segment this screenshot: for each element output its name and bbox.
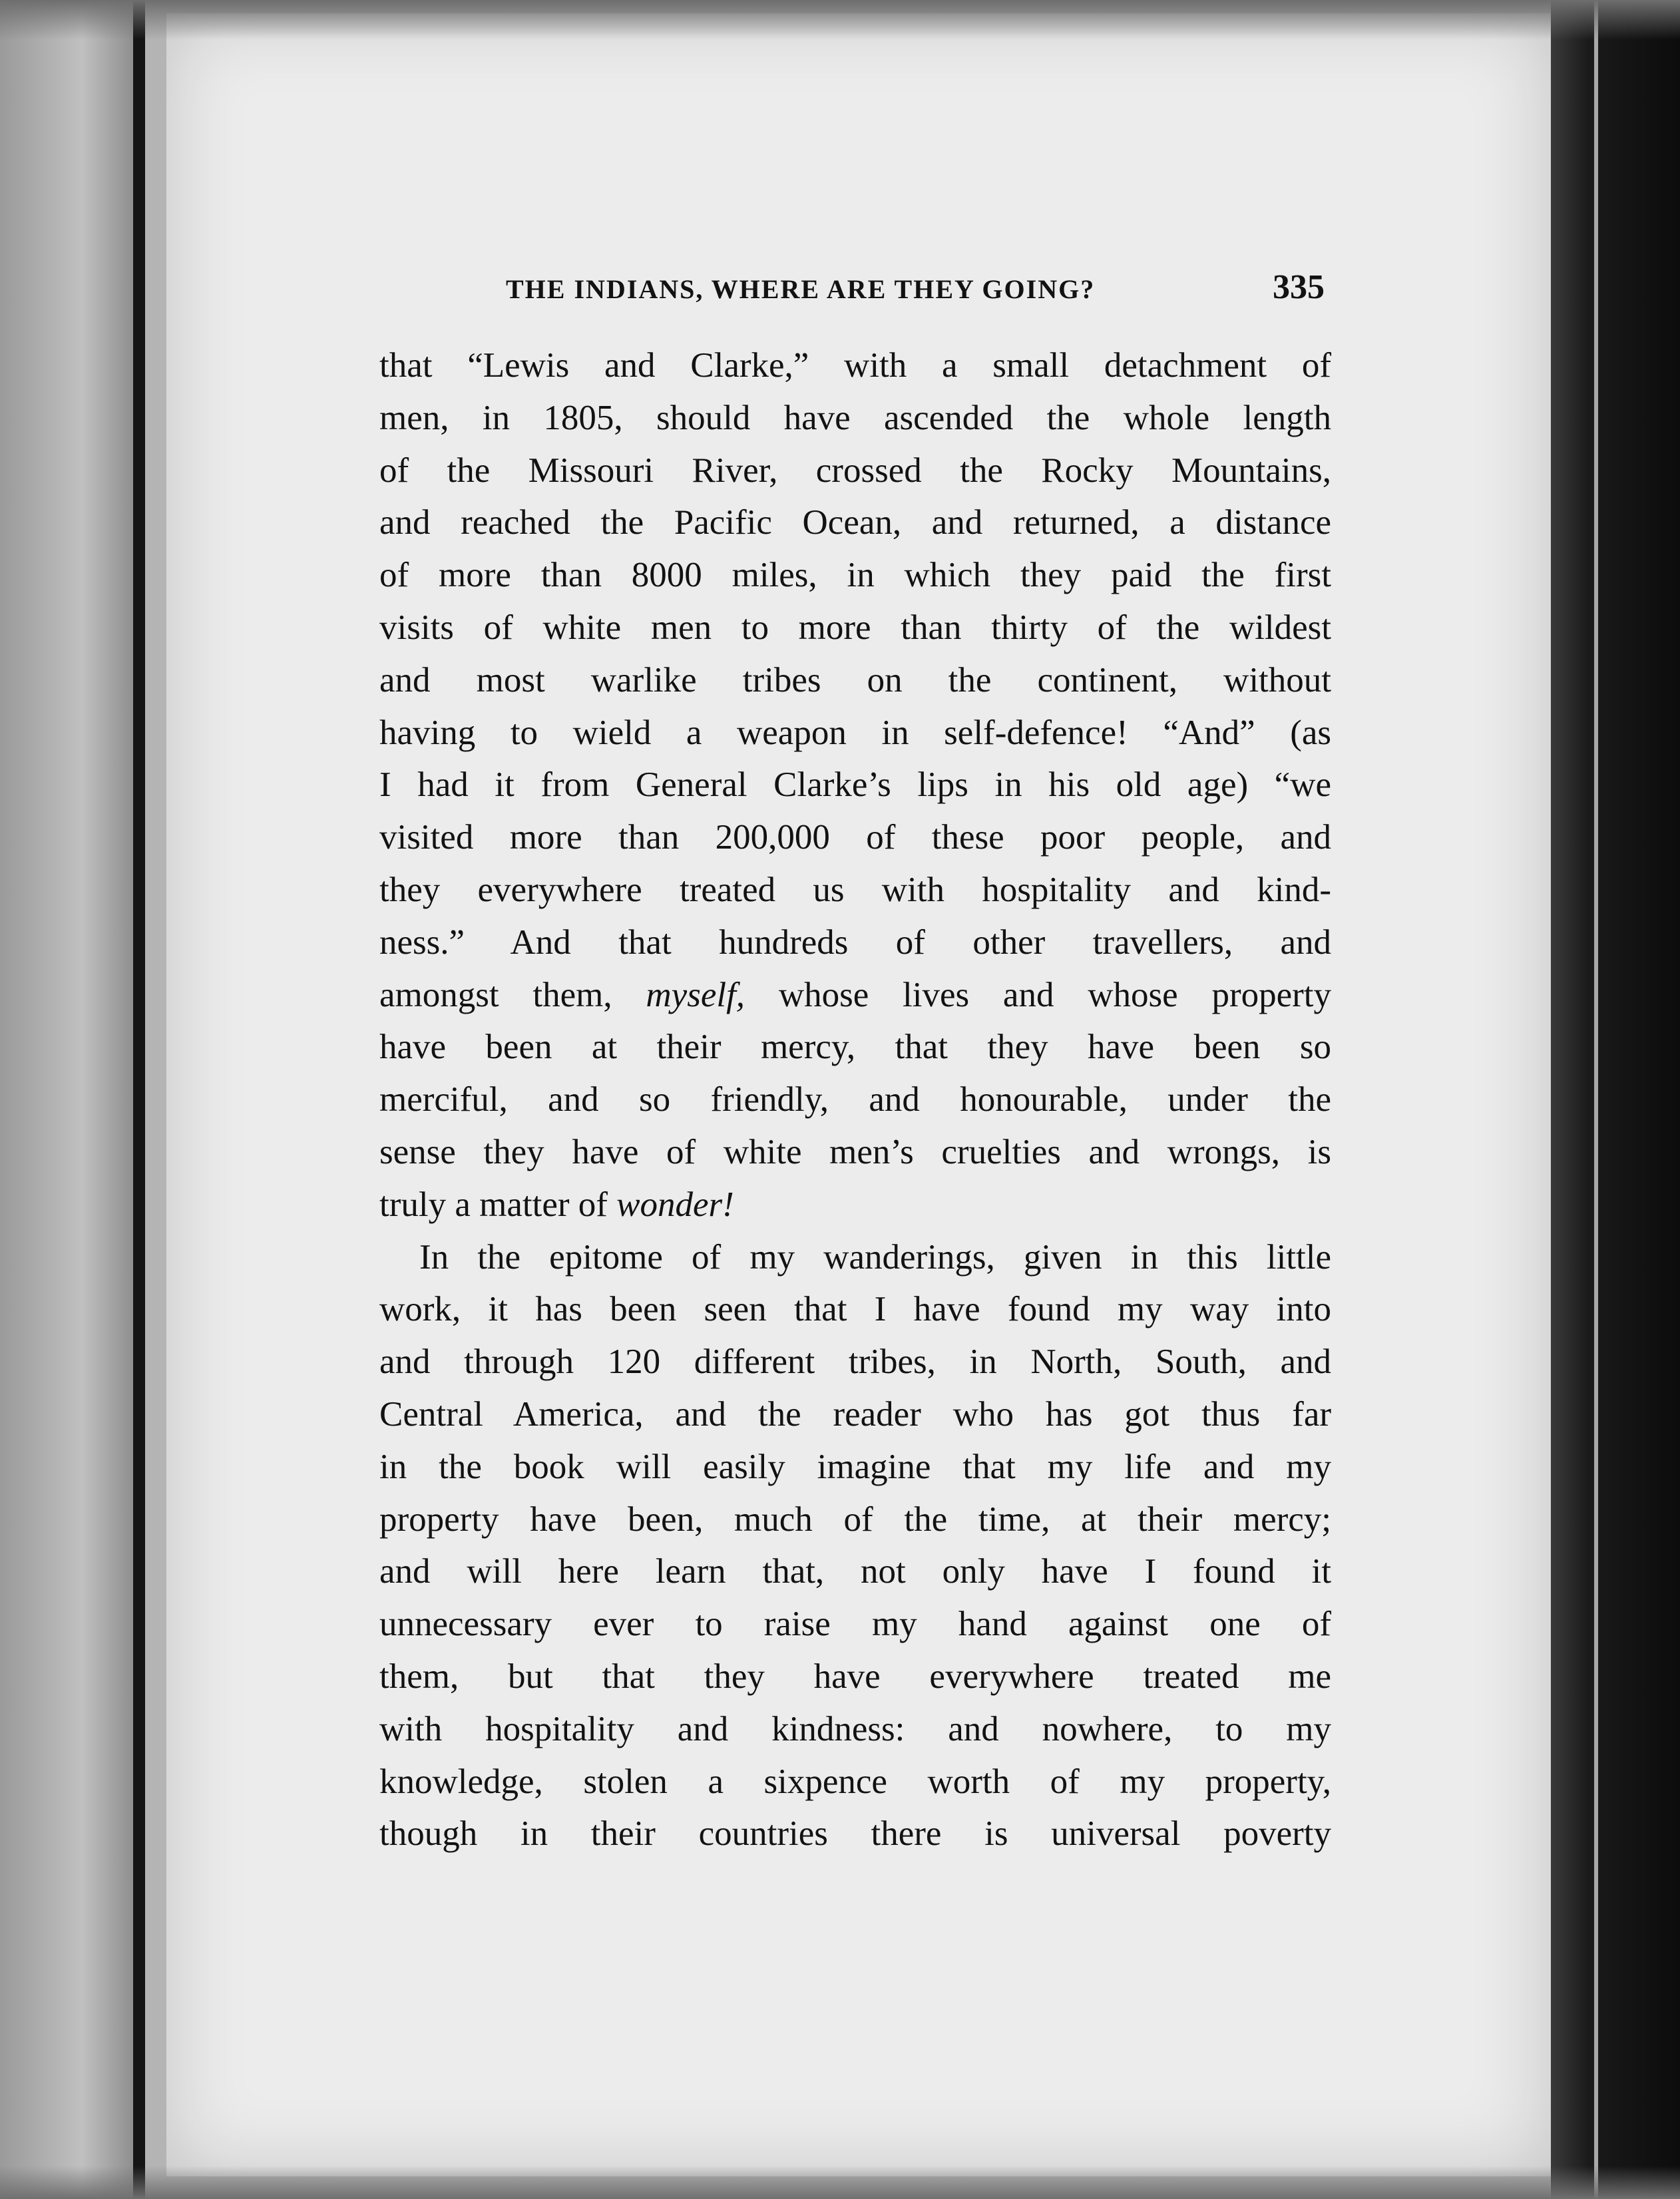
paragraph-2 [379,1231,1331,1861]
body-text [379,339,1331,1860]
text-line: property have been, much of the time, at their mercy; [379,1499,1331,1539]
paragraph-1 [379,339,1331,1231]
italic-text: wonder! [616,1185,734,1224]
text-line: Central America, and the reader who has got thus far [379,1394,1331,1434]
text-line: with hospitality and kindness: and nowhere, to my [379,1709,1331,1748]
text-segment: amongst them, [379,975,646,1014]
text-line: unnecessary ever to raise my hand against one of [379,1605,1331,1644]
text-line: that “Lewis and Clarke,” with a small detachment of [379,346,1331,385]
text-line: of more than 8000 miles, in which they paid the first [379,556,1331,595]
running-title: THE INDIANS, WHERE ARE THEY GOING? [506,274,1096,304]
text-line: and reached the Pacific Ocean, and returned, a distance [379,503,1331,542]
text-line: knowledge, stolen a sixpence worth of my property, [379,1762,1331,1801]
left-binding-line [133,0,145,2199]
text-line: men, in 1805, should have ascended the whole length [379,398,1331,437]
page-number: 335 [1273,268,1325,306]
text-line: work, it has been seen that I have found my way into [379,1290,1331,1329]
text-line: of the Missouri River, crossed the Rocky Mountains, [379,451,1331,490]
text-line: and will here learn that, not only have I found it [379,1552,1331,1591]
text-line [379,1179,1331,1231]
text-line: visited more than 200,000 of these poor people, and [379,818,1331,857]
left-page-edge [0,0,136,2199]
right-page-edge [1551,0,1680,2199]
text-line: In the epitome of my wanderings, given in this little [419,1237,1331,1277]
text-line: visits of white men to more than thirty of the wildest [379,608,1331,647]
bottom-shadow [0,2166,1680,2199]
text-line: merciful, and so friendly, and honourable, under the [379,1080,1331,1119]
text-line [379,969,1331,1022]
text-line: and most warlike tribes on the continent, without [379,660,1331,700]
running-header [506,268,1325,321]
text-line: them, but that they have everywhere treated me [379,1657,1331,1696]
top-shadow [0,0,1680,40]
right-edge-highlight [1594,0,1598,2199]
text-line: I had it from General Clarke’s lips in his old age) “we [379,765,1331,805]
text-line: they everywhere treated us with hospitality and kind- [379,870,1331,909]
italic-text: myself, [646,975,745,1014]
text-segment: truly a matter of [379,1185,617,1224]
text-line: though in their countries there is universal poverty [379,1814,1331,1854]
text-line: having to wield a weapon in self-defence! “And” (as [379,713,1331,752]
text-line: in the book will easily imagine that my life and my [379,1447,1331,1486]
text-segment: whose lives and whose property [745,975,1331,1014]
text-line: have been at their mercy, that they have been so [379,1028,1331,1067]
text-line: ness.” And that hundreds of other travellers, and [379,922,1331,962]
text-line: and through 120 different tribes, in North, South, and [379,1342,1331,1382]
text-line: sense they have of white men’s cruelties and wrongs, is [379,1132,1331,1171]
